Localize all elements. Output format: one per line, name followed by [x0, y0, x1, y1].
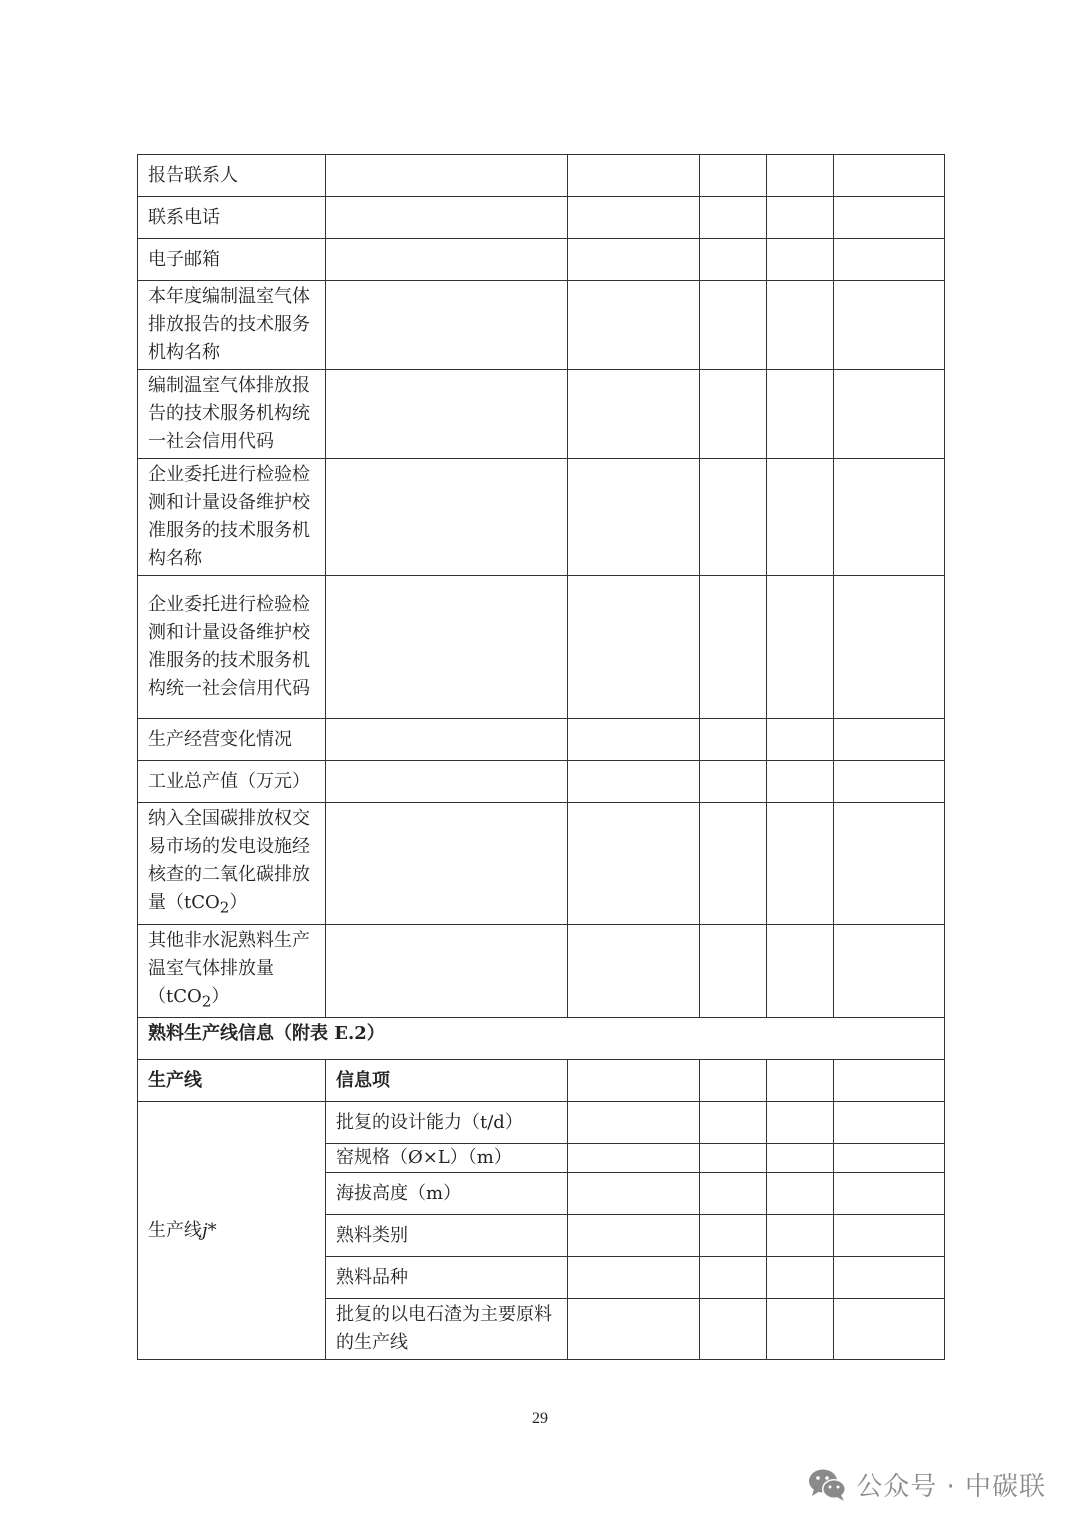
subheader-row: [138, 1060, 945, 1102]
info-item: 批复的以电石渣为主要原料的生产线: [326, 1299, 568, 1360]
input-cell[interactable]: [326, 576, 568, 719]
table-row: [138, 719, 945, 761]
input-cell[interactable]: [767, 155, 834, 197]
row-label-text: 其他非水泥熟料生产温室气体排放量（tCO: [148, 929, 310, 1007]
table-row: [138, 576, 945, 719]
input-cell[interactable]: [834, 1060, 945, 1102]
production-line-suffix: *: [207, 1219, 217, 1241]
table-row: [138, 459, 945, 576]
row-label: 生产经营变化情况: [138, 719, 326, 761]
input-cell[interactable]: [834, 155, 945, 197]
input-cell[interactable]: [568, 239, 700, 281]
row-label: 企业委托进行检验检测和计量设备维护校准服务的技术服务机构名称: [138, 459, 326, 576]
watermark: [808, 1466, 1046, 1503]
input-cell[interactable]: [834, 761, 945, 803]
input-cell[interactable]: [767, 459, 834, 576]
input-cell[interactable]: [834, 719, 945, 761]
input-cell[interactable]: [700, 197, 767, 239]
row-label-text: 纳入全国碳排放权交易市场的发电设施经核查的二氧化碳排放量（tCO: [148, 808, 310, 913]
input-cell[interactable]: [767, 924, 834, 1018]
input-cell[interactable]: [700, 1102, 767, 1144]
input-cell[interactable]: [326, 197, 568, 239]
info-item: 熟料类别: [326, 1215, 568, 1257]
input-cell[interactable]: [834, 197, 945, 239]
row-label: 报告联系人: [138, 155, 326, 197]
input-cell[interactable]: [834, 1299, 945, 1360]
row-label: 本年度编制温室气体排放报告的技术服务机构名称: [138, 281, 326, 370]
input-cell[interactable]: [568, 761, 700, 803]
table-row: [138, 281, 945, 370]
input-cell[interactable]: [834, 239, 945, 281]
input-cell[interactable]: [834, 459, 945, 576]
table-row: [138, 370, 945, 459]
input-cell[interactable]: [326, 370, 568, 459]
input-cell[interactable]: [767, 1257, 834, 1299]
input-cell[interactable]: [568, 1299, 700, 1360]
input-cell[interactable]: [834, 370, 945, 459]
info-item: 熟料品种: [326, 1257, 568, 1299]
input-cell[interactable]: [700, 1144, 767, 1173]
input-cell[interactable]: [326, 281, 568, 370]
input-cell[interactable]: [326, 719, 568, 761]
row-label: 编制温室气体排放报告的技术服务机构统一社会信用代码: [138, 370, 326, 459]
subscript-2: 2: [201, 992, 212, 1011]
input-cell[interactable]: [767, 1299, 834, 1360]
input-cell[interactable]: [568, 1144, 700, 1173]
input-cell[interactable]: [568, 1060, 700, 1102]
column-header-production-line: 生产线: [138, 1060, 326, 1102]
table-row: [138, 1102, 945, 1144]
input-cell[interactable]: [326, 239, 568, 281]
input-cell[interactable]: [767, 1215, 834, 1257]
input-cell[interactable]: [834, 924, 945, 1018]
subscript-2: 2: [219, 898, 230, 917]
input-cell[interactable]: [568, 576, 700, 719]
row-label: 电子邮箱: [138, 239, 326, 281]
page-number: 29: [532, 1410, 548, 1427]
table-row: [138, 803, 945, 925]
input-cell[interactable]: [700, 761, 767, 803]
table-row: [138, 924, 945, 1018]
input-cell[interactable]: [568, 803, 700, 925]
input-cell[interactable]: [700, 459, 767, 576]
input-cell[interactable]: [767, 576, 834, 719]
input-cell[interactable]: [700, 281, 767, 370]
input-cell[interactable]: [700, 1215, 767, 1257]
input-cell[interactable]: [767, 1144, 834, 1173]
input-cell[interactable]: [834, 1102, 945, 1144]
input-cell[interactable]: [568, 1215, 700, 1257]
input-cell[interactable]: [767, 1060, 834, 1102]
input-cell[interactable]: [568, 281, 700, 370]
table-row: [138, 761, 945, 803]
section-header-row: [138, 1018, 945, 1060]
input-cell[interactable]: [568, 1102, 700, 1144]
input-cell[interactable]: [700, 1173, 767, 1215]
production-line-label: [138, 1102, 326, 1360]
input-cell[interactable]: [568, 924, 700, 1018]
input-cell[interactable]: [834, 803, 945, 925]
input-cell[interactable]: [834, 576, 945, 719]
input-cell[interactable]: [767, 239, 834, 281]
input-cell[interactable]: [700, 803, 767, 925]
input-cell[interactable]: [834, 281, 945, 370]
input-cell[interactable]: [767, 761, 834, 803]
row-label: 工业总产值（万元）: [138, 761, 326, 803]
input-cell[interactable]: [700, 1060, 767, 1102]
input-cell[interactable]: [700, 576, 767, 719]
input-cell[interactable]: [568, 1173, 700, 1215]
input-cell[interactable]: [700, 370, 767, 459]
input-cell[interactable]: [767, 1173, 834, 1215]
info-item: 窑规格（Ø×L）（m）: [326, 1144, 568, 1173]
input-cell[interactable]: [700, 239, 767, 281]
input-cell[interactable]: [326, 803, 568, 925]
input-cell[interactable]: [834, 1173, 945, 1215]
input-cell[interactable]: [700, 155, 767, 197]
input-cell[interactable]: [767, 197, 834, 239]
input-cell[interactable]: [326, 761, 568, 803]
input-cell[interactable]: [568, 370, 700, 459]
section-title: 熟料生产线信息（附表 E.2）: [138, 1018, 945, 1060]
table-row: [138, 239, 945, 281]
column-header-info-item: 信息项: [326, 1060, 568, 1102]
input-cell[interactable]: [834, 1257, 945, 1299]
input-cell[interactable]: [326, 924, 568, 1018]
watermark-text: 公众号 · 中碳联: [856, 1472, 1046, 1502]
row-label: [138, 803, 326, 925]
input-cell[interactable]: [834, 1144, 945, 1173]
input-cell[interactable]: [834, 1215, 945, 1257]
input-cell[interactable]: [767, 803, 834, 925]
input-cell[interactable]: [326, 155, 568, 197]
row-label: [138, 924, 326, 1018]
input-cell[interactable]: [700, 1257, 767, 1299]
input-cell[interactable]: [326, 459, 568, 576]
input-cell[interactable]: [767, 719, 834, 761]
input-cell[interactable]: [568, 1257, 700, 1299]
row-label: 联系电话: [138, 197, 326, 239]
input-cell[interactable]: [767, 370, 834, 459]
table-row: [138, 197, 945, 239]
input-cell[interactable]: [568, 155, 700, 197]
input-cell[interactable]: [767, 281, 834, 370]
input-cell[interactable]: [700, 1299, 767, 1360]
input-cell[interactable]: [568, 459, 700, 576]
input-cell[interactable]: [700, 924, 767, 1018]
table-row: [138, 155, 945, 197]
close-paren: ）: [211, 985, 230, 1007]
row-label: 企业委托进行检验检测和计量设备维护校准服务的技术服务机构统一社会信用代码: [138, 576, 326, 719]
input-cell[interactable]: [700, 719, 767, 761]
production-line-prefix: 生产线: [148, 1219, 202, 1241]
production-line-variable: j: [202, 1219, 208, 1241]
close-paren: ）: [229, 892, 248, 913]
input-cell[interactable]: [568, 197, 700, 239]
info-item: 批复的设计能力（t/d）: [326, 1102, 568, 1144]
report-info-table: [137, 154, 945, 1360]
wechat-icon: [808, 1467, 848, 1503]
info-item: 海拔高度（m）: [326, 1173, 568, 1215]
input-cell[interactable]: [568, 719, 700, 761]
input-cell[interactable]: [767, 1102, 834, 1144]
